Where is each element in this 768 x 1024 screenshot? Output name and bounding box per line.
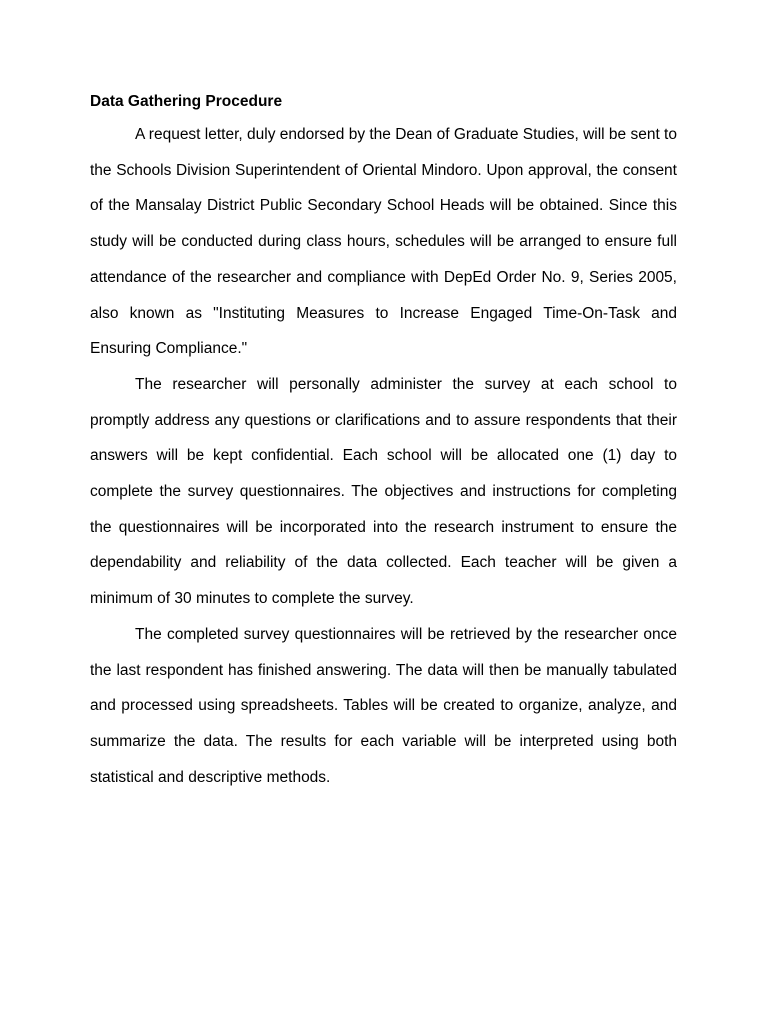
document-body <box>90 91 677 795</box>
paragraph-data-processing: The completed survey questionnaires will be retrieved by the researcher once the last respondent has finished answering. The data will then be manually tabulated and processed using spreadsheets. Tables will be created to organize, analyze, and summarize the data. The results for each variable will be interpreted using both statistical and descriptive methods. <box>90 625 677 786</box>
paragraph-request-letter: A request letter, duly endorsed by the Dean of Graduate Studies, will be sent to the Schools Division Superintendent of Oriental Mindoro. Upon approval, the consent of the Mansalay District Public Secondary School Heads will be obtained. Since this study will be conducted during class hours, schedules will be arranged to ensure full attendance of the researcher and compliance with DepEd Order No. 9, Series 2005, also known as "Instituting Measures to Increase Engaged Time-On-Task and Ensuring Compliance." <box>90 126 677 358</box>
paragraph-survey-administration: The researcher will personally administer the survey at each school to promptly address any questions or clarifications and to assure respondents that their answers will be kept confidential. Each school will be allocated one (1) day to complete the survey questionnaires. The objectives and instructions for completing the questionnaires will be incorporated into the research instrument to ensure the dependability and reliability of the data collected. Each teacher will be given a minimum of 30 minutes to complete the survey. <box>90 375 677 608</box>
section-heading: Data Gathering Procedure <box>90 93 283 110</box>
